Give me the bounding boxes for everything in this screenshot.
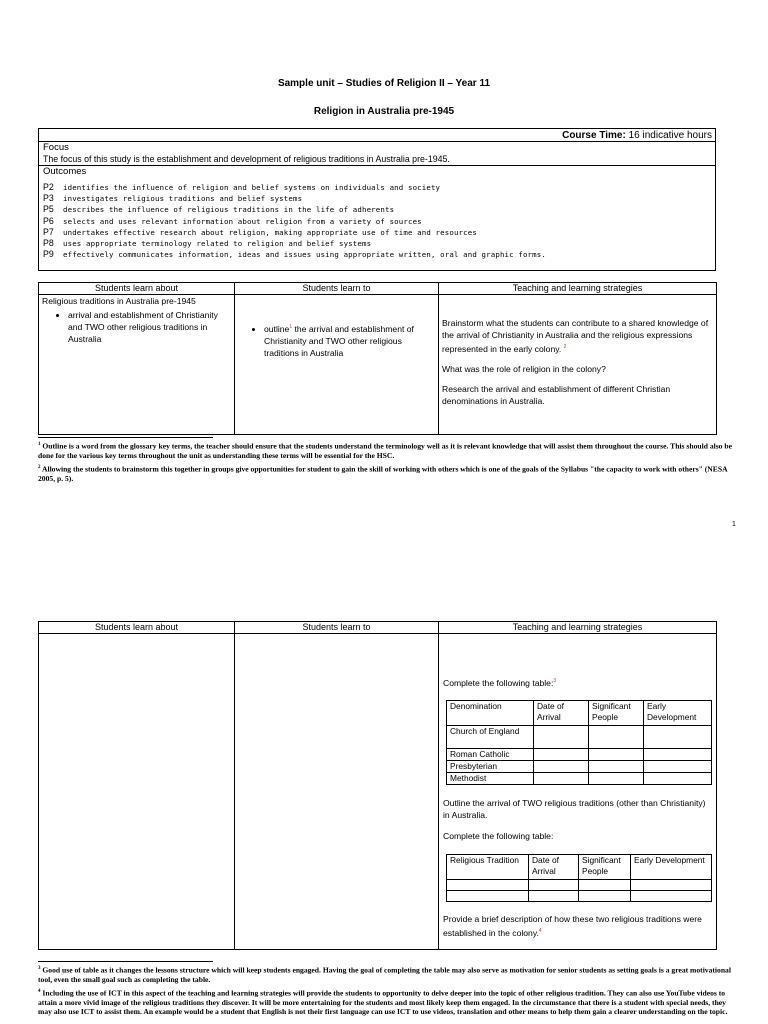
table-row: Methodist [447, 773, 534, 785]
outcome-item: P7 undertakes effective research about religion, making appropriate use of time and resources [43, 226, 477, 237]
development-header: Early Development [644, 701, 712, 726]
outcome-item: P8 uses appropriate terminology related to religion and belief systems [43, 237, 372, 248]
learn-to-bullet: • outline$^1$ the arrival and establishment of Christianity and TWO other religious traditions in Australia [264, 321, 435, 359]
outcome-item: P9 effectively communicates information, ideas and issues using appropriate written, oral and graphic forms. [43, 249, 546, 260]
learn-about-cell [39, 295, 235, 435]
header-strategies: Teaching and learning strategies [439, 622, 717, 634]
course-info-box [38, 128, 716, 271]
outcomes-list [43, 177, 546, 260]
table-row: Church of England [447, 726, 534, 749]
provide-description-text: Provide a brief description of how these two religious traditions were established in the colony.$^4$ [443, 914, 702, 938]
strategies-cell [439, 295, 717, 435]
denomination-table [446, 700, 712, 785]
focus-label: Focus [43, 142, 69, 153]
footnote-2: $^2$ Allowing the students to brainstorm this together in groups give opportunities for student to gain the skill of working with others which is one of the goals of the Syllabus "the capacity to work with others" (NESA 2005, p. 5). [38, 464, 728, 483]
outcome-item: P2 identifies the influence of religion and belief systems on individuals and society [43, 182, 441, 192]
development-header: Early Development [631, 855, 712, 880]
complete-table-1: Complete the following table:$^3$ [443, 678, 557, 688]
footnote-1: $^1$ Outline is a word from the glossary key terms, the teacher should ensure that the students understand the terminology well as it is relevant knowledge that will assist them throughout the course. This should also be done for the various key terms throughout the unit as understanding these terms will be essential for the HSC. [38, 441, 732, 460]
course-time-value: 16 indicative hours [625, 130, 712, 141]
outcome-item: P3 investigates religious traditions and belief systems [43, 193, 303, 204]
course-time [562, 130, 712, 141]
learning-table-page1 [38, 282, 717, 435]
table-row: Roman Catholic [447, 749, 534, 761]
header-learn-to: Students learn to [235, 283, 439, 295]
outline-traditions-text: Outline the arrival of TWO religious traditions (other than Christianity) in Australia. [443, 798, 706, 820]
footnote-3: $^3$ Good use of table as it changes the lessons structure which will keep students engaged. Having the goal of completing the table may also serve as motivation for senior students as setting goals is a great motivational tool, even the small goal such as completing the table. [38, 965, 731, 984]
learn-to-cell [235, 295, 439, 435]
religious-tradition-table [446, 854, 712, 902]
learn-about-bullet: • arrival and establishment of Christianity and TWO other religious traditions in Australia [68, 309, 231, 345]
page-number: 1 [732, 521, 736, 528]
strategy-role: What was the role of religion in the colony? [442, 363, 606, 374]
tradition-header: Religious Tradition [447, 855, 529, 880]
table-row: Presbyterian [447, 761, 534, 773]
footnote-4: $^4$ Including the use of ICT in this aspect of the teaching and learning strategies will provide the students to opportunity to delve deeper into the topic of other religious tradition. They can also use YouTube videos to attain a more vivid image of the religious traditions they discover. It will be more entertaining for the students and most likely keep them engaged. In the circumstance that there is a student with special needs, they may also use ICT to assist them. An example would be a student that English is not their first language can use ICT to use videos, translation and other means to help them gain a clearer understanding on the topic. [38, 988, 728, 1016]
learn-to-cell-empty [235, 634, 439, 950]
strategy-research: Research the arrival and establishment of different Christian denominations in Australia. [442, 383, 671, 406]
focus-text: The focus of this study is the establishment and development of religious traditions in Australia pre-1945. [43, 154, 450, 164]
document-title: Sample unit – Studies of Religion II – Year 11 [277, 78, 491, 89]
date-header: Date of Arrival [529, 855, 579, 880]
header-learn-about: Students learn about [39, 283, 235, 295]
learn-about-heading: Religious traditions in Australia pre-1945 [42, 296, 196, 306]
denomination-header: Denomination [447, 701, 534, 726]
outcome-item: P5 describes the influence of religious traditions in the life of adherents [43, 204, 395, 215]
learn-about-cell-empty [39, 634, 235, 950]
course-time-label: Course Time: [562, 130, 626, 141]
document-subtitle: Religion in Australia pre-1945 [313, 106, 455, 117]
complete-table-2: Complete the following table: [443, 831, 554, 841]
people-header: Significant People [589, 701, 644, 726]
people-header: Significant People [579, 855, 631, 880]
outcome-item: P6 selects and uses relevant information about religion from a variety of sources [43, 215, 422, 226]
header-learn-about: Students learn about [39, 622, 235, 634]
header-strategies: Teaching and learning strategies [439, 283, 717, 295]
header-learn-to: Students learn to [235, 622, 439, 634]
strategy-brainstorm: Brainstorm what the students can contribute to a shared knowledge of the arrival of Christianity in Australia and the religious expressions represented in the early colony. $^2$ [442, 318, 709, 354]
outcomes-label: Outcomes [43, 166, 87, 177]
date-header: Date of Arrival [534, 701, 589, 726]
